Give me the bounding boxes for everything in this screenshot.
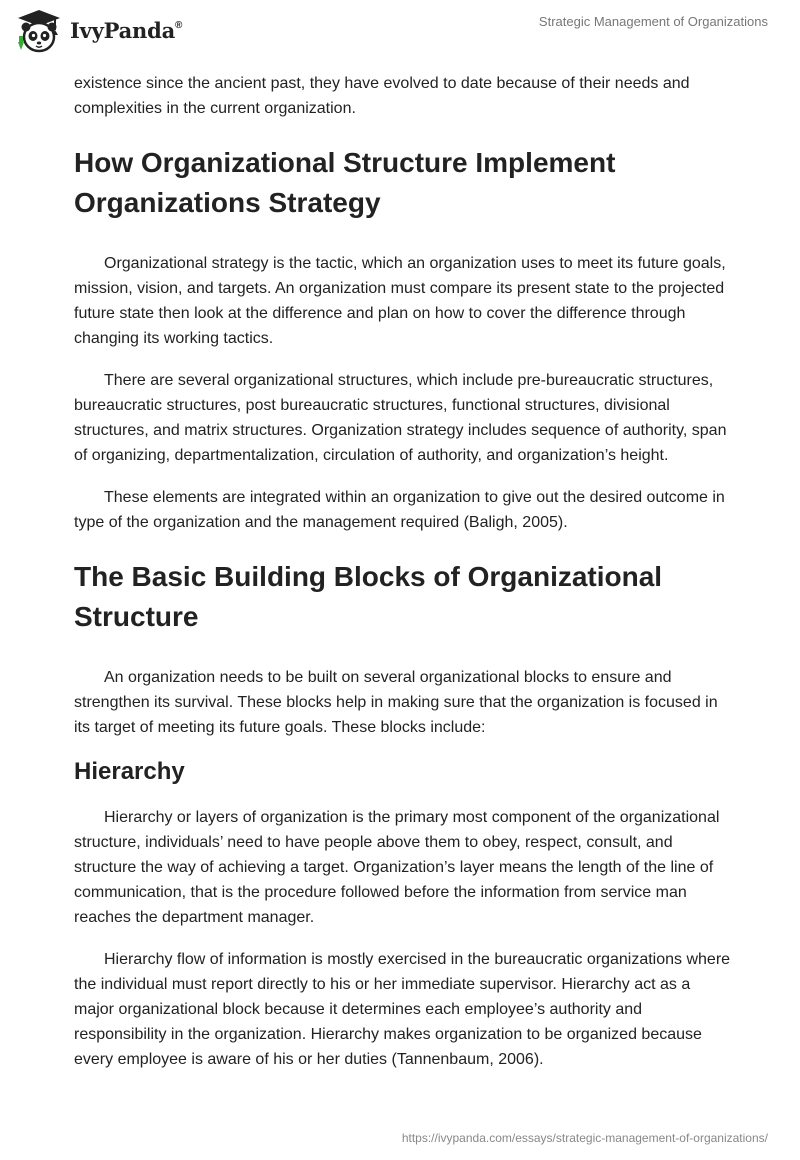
- page-header: [0, 0, 800, 64]
- registered-mark: ®: [175, 19, 183, 31]
- subsection-heading: Hierarchy: [74, 758, 185, 785]
- intro-paragraph: existence since the ancient past, they have evolved to date because of their needs and complexities in the current organization.: [74, 75, 690, 117]
- paragraph: These elements are integrated within an organization to give out the desired outcome in type of the organization and the management required (Baligh, 2005).: [74, 489, 725, 531]
- paragraph: Hierarchy flow of information is mostly exercised in the bureaucratic organizations where the individual must report directly to his or her immediate supervisor. Hierarchy act as a major organizational block because it determines each employee’s authority and responsibility in the organization. Hierarchy makes organization to be organized because every employee is aware of his or her duties (Tannenbaum, 2006).: [74, 951, 731, 1068]
- paragraph: Organizational strategy is the tactic, which an organization uses to meet its future goals, mission, vision, and targets. An organization must compare its present state to the projected future state then look at the difference and plan on how to cover the difference through changing its working tactics.: [74, 255, 726, 347]
- ivypanda-logo[interactable]: [14, 8, 182, 56]
- paragraph: An organization needs to be built on several organizational blocks to ensure and strengthen its survival. These blocks help in making sure that the organization is focused in its target of meeting its future goals. These blocks include:: [74, 669, 718, 736]
- essay-body: [74, 71, 734, 1089]
- paragraph: There are several organizational structures, which include pre-bureaucratic structures, bureaucratic structures, post bureaucratic structures, functional structures, divisional structures, and matrix structures. Organization strategy includes sequence of authority, span of organizing, departmentalization, circulation of authority, and organization’s height.: [74, 372, 727, 464]
- source-url[interactable]: https://ivypanda.com/essays/strategic-management-of-organizations/: [401, 1131, 768, 1145]
- brand-name: IvyPanda®: [70, 17, 183, 43]
- document-title: Strategic Management of Organizations: [538, 14, 768, 29]
- section-heading: The Basic Building Blocks of Organizational Structure: [74, 561, 663, 632]
- section-heading: How Organizational Structure Implement Organizations Strategy: [74, 147, 616, 218]
- paragraph: Hierarchy or layers of organization is the primary most component of the organizational structure, individuals’ need to have people above them to obey, respect, consult, and structure the way of achieving a target. Organization’s layer means the length of the line of communication, that is the procedure followed before the information from service man reaches the department manager.: [74, 809, 720, 926]
- panda-graduate-icon: [14, 8, 64, 56]
